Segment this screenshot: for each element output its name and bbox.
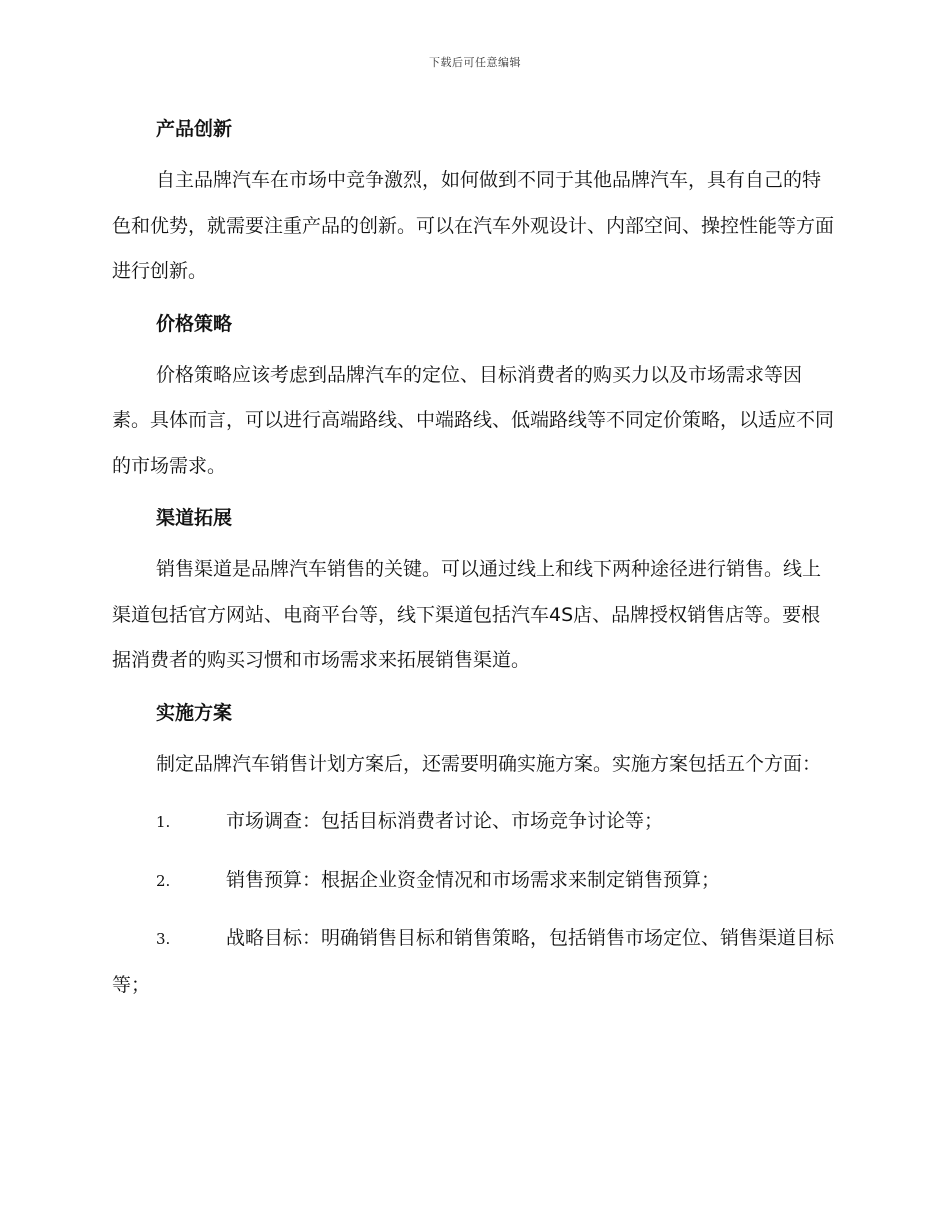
list-item-text: 市场调查：包括目标消费者讨论、市场竞争讨论等； bbox=[226, 810, 664, 832]
section-heading-product-innovation: 产品创新 bbox=[156, 118, 233, 140]
section-heading-pricing-strategy: 价格策略 bbox=[156, 312, 233, 335]
page-header: 下载后可任意编辑 bbox=[429, 56, 521, 69]
section-heading-channel-expansion: 渠道拓展 bbox=[156, 507, 233, 529]
list-item-text: 销售预算：根据企业资金情况和市场需求来制定销售预算； bbox=[226, 868, 721, 891]
list-item bbox=[112, 858, 837, 905]
list-item-number: 2. bbox=[156, 871, 171, 890]
list-item bbox=[112, 916, 837, 1008]
section-paragraph-implementation-plan: 制定品牌汽车销售计划方案后，还需要明确实施方案。实施方案包括五个方面： bbox=[156, 752, 822, 775]
document-body bbox=[112, 112, 837, 1020]
section-paragraph-pricing-strategy: 价格策略应该考虑到品牌汽车的定位、目标消费者的购买力以及市场需求等因素。具体而言，可以进行高端路线、中端路线、低端路线等不同定价策略，以适应不同的市场需求。 bbox=[112, 363, 835, 477]
list-item-number: 3. bbox=[156, 930, 171, 948]
section-heading-implementation-plan: 实施方案 bbox=[156, 701, 233, 724]
list-item-text: 战略目标：明确销售目标和销售策略，包括销售市场定位、销售渠道目标等； bbox=[112, 927, 835, 996]
section-paragraph-channel-expansion: 销售渠道是品牌汽车销售的关键。可以通过线上和线下两种途径进行销售。线上渠道包括官方网站、电商平台等，线下渠道包括汽车4S店、品牌授权销售店等。要根据消费者的购买习惯和市场需求来拓展销售渠道。 bbox=[112, 558, 822, 671]
section-paragraph-product-innovation: 自主品牌汽车在市场中竞争激烈，如何做到不同于其他品牌汽车，具有自己的特色和优势，就需要注重产品的创新。可以在汽车外观设计、内部空间、操控性能等方面进行创新。 bbox=[112, 169, 835, 282]
list-item-number: 1. bbox=[156, 813, 171, 831]
list-item bbox=[112, 799, 837, 846]
